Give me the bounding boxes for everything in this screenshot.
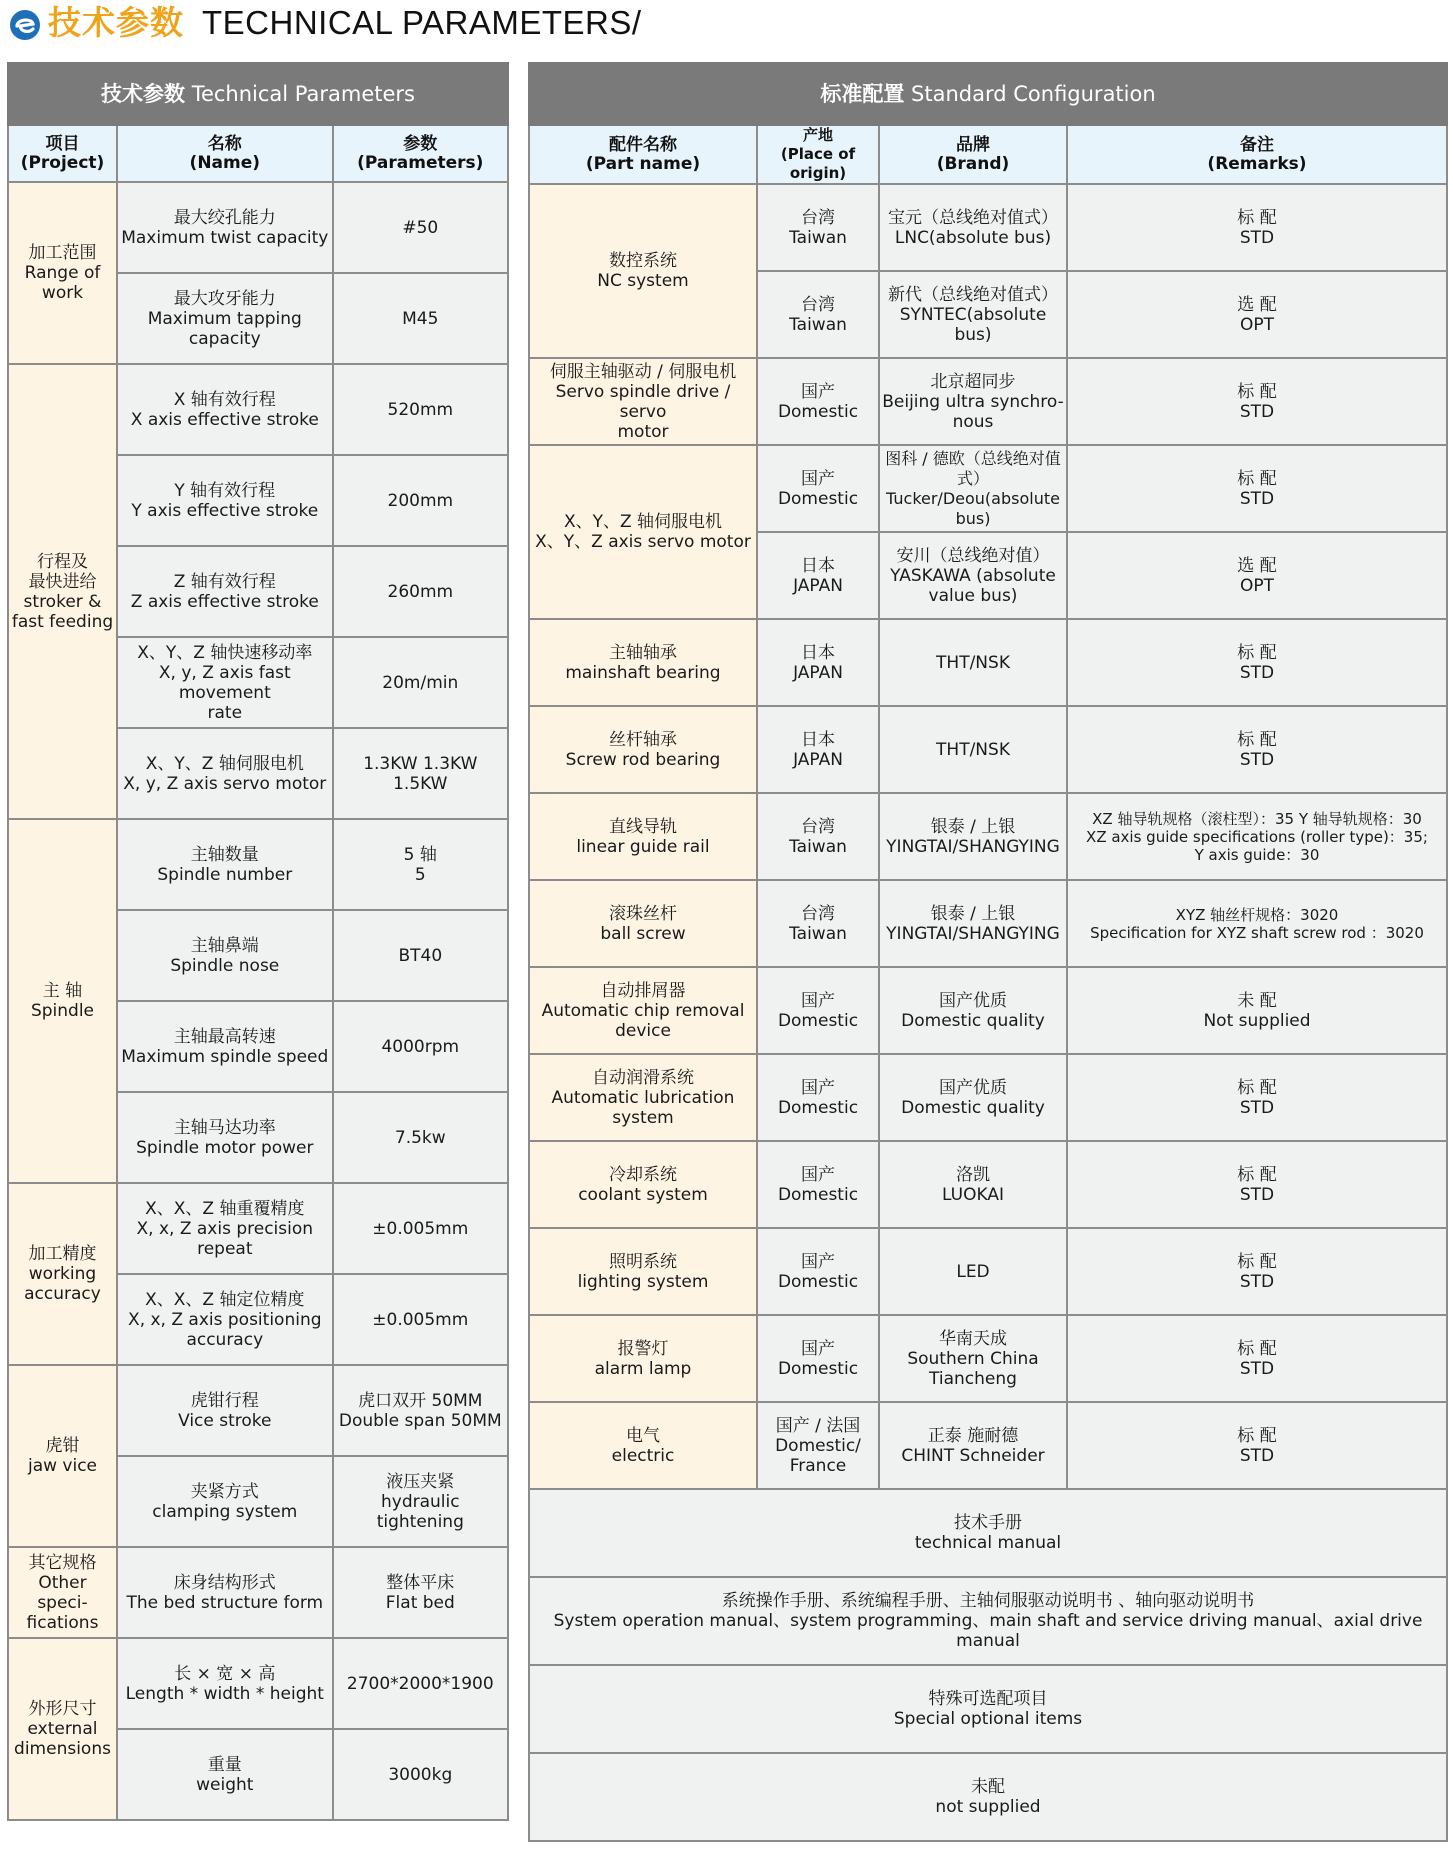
category-working-accuracy: 加工精度 working accuracy <box>8 1183 117 1365</box>
column-header-brand: 品牌 (Brand) <box>879 125 1067 184</box>
part-servo-spindle-drive: 伺服主轴驱动 / 伺服电机 Servo spindle drive / servo motor <box>529 358 757 445</box>
brand-cell: THT/NSK <box>879 706 1067 793</box>
brand-cell: 国产优质 Domestic quality <box>879 967 1067 1054</box>
param-name: 主轴马达功率 Spindle motor power <box>117 1092 333 1183</box>
brand-cell: 银泰 / 上银 YINGTAI/SHANGYING <box>879 880 1067 967</box>
part-xyz-servo-motor: X、Y、Z 轴伺服电机 X、Y、Z axis servo motor <box>529 445 757 619</box>
remarks-cell: 选 配 OPT <box>1067 532 1447 619</box>
origin-cell: 台湾 Taiwan <box>757 880 879 967</box>
table-row <box>529 1753 1447 1841</box>
table-row <box>8 364 508 455</box>
param-name: X、Y、Z 轴快速移动率 X, y, Z axis fast movement rate <box>117 637 333 728</box>
param-value: 液压夹紧 hydraulic tightening <box>333 1456 508 1547</box>
origin-cell: 国产 Domestic <box>757 1228 879 1315</box>
technical-parameters-table <box>7 62 509 1821</box>
column-header-origin: 产地 (Place of origin) <box>757 125 879 184</box>
origin-cell: 日本 JAPAN <box>757 619 879 706</box>
table-row <box>529 793 1447 880</box>
table-row <box>529 706 1447 793</box>
table-title: 技术参数 Technical Parameters <box>8 63 508 125</box>
column-header-row <box>8 125 508 182</box>
param-name: Z 轴有效行程 Z axis effective stroke <box>117 546 333 637</box>
table-row <box>529 358 1447 445</box>
table-row <box>529 184 1447 271</box>
part-linear-guide-rail: 直线导轨 linear guide rail <box>529 793 757 880</box>
param-name: 虎钳行程 Vice stroke <box>117 1365 333 1456</box>
part-alarm-lamp: 报警灯 alarm lamp <box>529 1315 757 1402</box>
brand-cell: 宝元（总线绝对值式） LNC(absolute bus) <box>879 184 1067 271</box>
page-title-cn: 技术参数 <box>48 3 184 42</box>
table-title-row <box>529 63 1447 125</box>
brand-cell: 银泰 / 上银 YINGTAI/SHANGYING <box>879 793 1067 880</box>
param-value: 整体平床 Flat bed <box>333 1547 508 1638</box>
table-row <box>529 1402 1447 1489</box>
remarks-cell: 标 配 STD <box>1067 1141 1447 1228</box>
remarks-cell: 未 配 Not supplied <box>1067 967 1447 1054</box>
brand-cell: 洛凯 LUOKAI <box>879 1141 1067 1228</box>
table-row <box>529 619 1447 706</box>
manual-list: 系统操作手册、系统编程手册、主轴伺服驱动说明书 、轴向驱动说明书 System operation manual、system programming、main shaft and service driving manual、axial drive manual <box>529 1577 1447 1665</box>
part-nc-system: 数控系统 NC system <box>529 184 757 358</box>
table-row <box>529 1665 1447 1753</box>
param-name: 主轴数量 Spindle number <box>117 819 333 910</box>
param-value: ±0.005mm <box>333 1183 508 1274</box>
origin-cell: 国产 Domestic <box>757 967 879 1054</box>
table-row <box>529 1054 1447 1141</box>
table-row <box>8 819 508 910</box>
brand-cell: 正泰 施耐德 CHINT Schneider <box>879 1402 1067 1489</box>
part-electric: 电气 electric <box>529 1402 757 1489</box>
part-chip-removal: 自动排屑器 Automatic chip removal device <box>529 967 757 1054</box>
table-row <box>529 1489 1447 1577</box>
table-row <box>8 1183 508 1274</box>
origin-cell: 日本 JAPAN <box>757 532 879 619</box>
part-coolant-system: 冷却系统 coolant system <box>529 1141 757 1228</box>
brand-cell: 图科 / 德欧（总线绝对值式） Tucker/Deou(absolute bus) <box>879 445 1067 532</box>
part-lighting-system: 照明系统 lighting system <box>529 1228 757 1315</box>
page-header <box>0 0 1453 52</box>
table-row <box>8 1547 508 1638</box>
param-value: 3000kg <box>333 1729 508 1820</box>
remarks-cell: XZ 轴导轨规格（滚柱型）：35 Y 轴导轨规格：30 XZ axis guide specifications (roller type)：35; Y axis guide：30 <box>1067 793 1447 880</box>
table-row <box>8 182 508 273</box>
table-row <box>529 1228 1447 1315</box>
remarks-cell: 标 配 STD <box>1067 184 1447 271</box>
param-value: 260mm <box>333 546 508 637</box>
origin-cell: 国产 Domestic <box>757 358 879 445</box>
param-name: 长 × 宽 × 高 Length * width * height <box>117 1638 333 1729</box>
standard-configuration-table <box>528 62 1448 1842</box>
table-row <box>8 1638 508 1729</box>
remarks-cell: 标 配 STD <box>1067 619 1447 706</box>
remarks-cell: 标 配 STD <box>1067 1402 1447 1489</box>
param-value: 20m/min <box>333 637 508 728</box>
param-value: M45 <box>333 273 508 364</box>
column-header-remarks: 备注 (Remarks) <box>1067 125 1447 184</box>
remarks-cell: 标 配 STD <box>1067 445 1447 532</box>
part-ball-screw: 滚珠丝杆 ball screw <box>529 880 757 967</box>
brand-cell: 华南天成 Southern China Tiancheng <box>879 1315 1067 1402</box>
param-name: 夹紧方式 clamping system <box>117 1456 333 1547</box>
origin-cell: 台湾 Taiwan <box>757 793 879 880</box>
origin-cell: 台湾 Taiwan <box>757 184 879 271</box>
param-value: 4000rpm <box>333 1001 508 1092</box>
origin-cell: 国产 Domestic <box>757 1141 879 1228</box>
table-row <box>529 967 1447 1054</box>
part-lubrication-system: 自动润滑系统 Automatic lubrication system <box>529 1054 757 1141</box>
special-optional-items: 特殊可选配项目 Special optional items <box>529 1665 1447 1753</box>
table-title-row <box>8 63 508 125</box>
remarks-cell: 标 配 STD <box>1067 1315 1447 1402</box>
remarks-cell: 标 配 STD <box>1067 358 1447 445</box>
category-spindle: 主 轴 Spindle <box>8 819 117 1183</box>
column-header-parameters: 参数 (Parameters) <box>333 125 508 182</box>
table-row <box>529 1577 1447 1665</box>
brand-cell: 安川（总线绝对值） YASKAWA (absolute value bus) <box>879 532 1067 619</box>
param-name: 重量 weight <box>117 1729 333 1820</box>
brand-cell: 北京超同步 Beijing ultra synchro- nous <box>879 358 1067 445</box>
param-name: X、X、Z 轴重覆精度 X, x, Z axis precision repeat <box>117 1183 333 1274</box>
param-name: X、X、Z 轴定位精度 X, x, Z axis positioning accuracy <box>117 1274 333 1365</box>
brand-cell: 新代（总线绝对值式） SYNTEC(absolute bus) <box>879 271 1067 358</box>
param-name: 床身结构形式 The bed structure form <box>117 1547 333 1638</box>
category-other-specifications: 其它规格 Other speci- fications <box>8 1547 117 1638</box>
param-name: 主轴鼻端 Spindle nose <box>117 910 333 1001</box>
table-row <box>529 1141 1447 1228</box>
param-name: X、Y、Z 轴伺服电机 X, y, Z axis servo motor <box>117 728 333 819</box>
not-supplied: 未配 not supplied <box>529 1753 1447 1841</box>
param-value: #50 <box>333 182 508 273</box>
param-name: 最大绞孔能力 Maximum twist capacity <box>117 182 333 273</box>
param-value: 1.3KW 1.3KW 1.5KW <box>333 728 508 819</box>
remarks-cell: 选 配 OPT <box>1067 271 1447 358</box>
technical-manual: 技术手册 technical manual <box>529 1489 1447 1577</box>
table-title: 标准配置 Standard Configuration <box>529 63 1447 125</box>
origin-cell: 国产 / 法国 Domestic/ France <box>757 1402 879 1489</box>
origin-cell: 台湾 Taiwan <box>757 271 879 358</box>
param-value: ±0.005mm <box>333 1274 508 1365</box>
remarks-cell: 标 配 STD <box>1067 706 1447 793</box>
brand-cell: 国产优质 Domestic quality <box>879 1054 1067 1141</box>
category-external-dimensions: 外形尺寸 external dimensions <box>8 1638 117 1820</box>
param-value: BT40 <box>333 910 508 1001</box>
table-row <box>529 445 1447 532</box>
category-stroke-feeding: 行程及 最快进给 stroker & fast feeding <box>8 364 117 819</box>
remarks-cell: XYZ 轴丝杆规格：3020 Specification for XYZ shaft screw rod ：3020 <box>1067 880 1447 967</box>
param-value: 200mm <box>333 455 508 546</box>
param-name: 最大攻牙能力 Maximum tapping capacity <box>117 273 333 364</box>
table-row <box>529 1315 1447 1402</box>
column-header-project: 项目 (Project) <box>8 125 117 182</box>
part-mainshaft-bearing: 主轴轴承 mainshaft bearing <box>529 619 757 706</box>
param-value: 7.5kw <box>333 1092 508 1183</box>
category-jaw-vice: 虎钳 jaw vice <box>8 1365 117 1547</box>
brand-cell: LED <box>879 1228 1067 1315</box>
param-value: 520mm <box>333 364 508 455</box>
table-row <box>529 880 1447 967</box>
origin-cell: 国产 Domestic <box>757 445 879 532</box>
remarks-cell: 标 配 STD <box>1067 1054 1447 1141</box>
table-row <box>8 1365 508 1456</box>
param-value: 虎口双开 50MM Double span 50MM <box>333 1365 508 1456</box>
column-header-row <box>529 125 1447 184</box>
param-name: 主轴最高转速 Maximum spindle speed <box>117 1001 333 1092</box>
param-name: Y 轴有效行程 Y axis effective stroke <box>117 455 333 546</box>
column-header-part-name: 配件名称 (Part name) <box>529 125 757 184</box>
logo-icon <box>8 8 42 42</box>
origin-cell: 国产 Domestic <box>757 1054 879 1141</box>
column-header-name: 名称 (Name) <box>117 125 333 182</box>
brand-cell: THT/NSK <box>879 619 1067 706</box>
origin-cell: 日本 JAPAN <box>757 706 879 793</box>
param-value: 2700*2000*1900 <box>333 1638 508 1729</box>
origin-cell: 国产 Domestic <box>757 1315 879 1402</box>
category-range-of-work: 加工范围 Range of work <box>8 182 117 364</box>
param-name: X 轴有效行程 X axis effective stroke <box>117 364 333 455</box>
param-value: 5 轴 5 <box>333 819 508 910</box>
remarks-cell: 标 配 STD <box>1067 1228 1447 1315</box>
part-screw-rod-bearing: 丝杆轴承 Screw rod bearing <box>529 706 757 793</box>
page-title-en: TECHNICAL PARAMETERS/ <box>202 4 642 41</box>
